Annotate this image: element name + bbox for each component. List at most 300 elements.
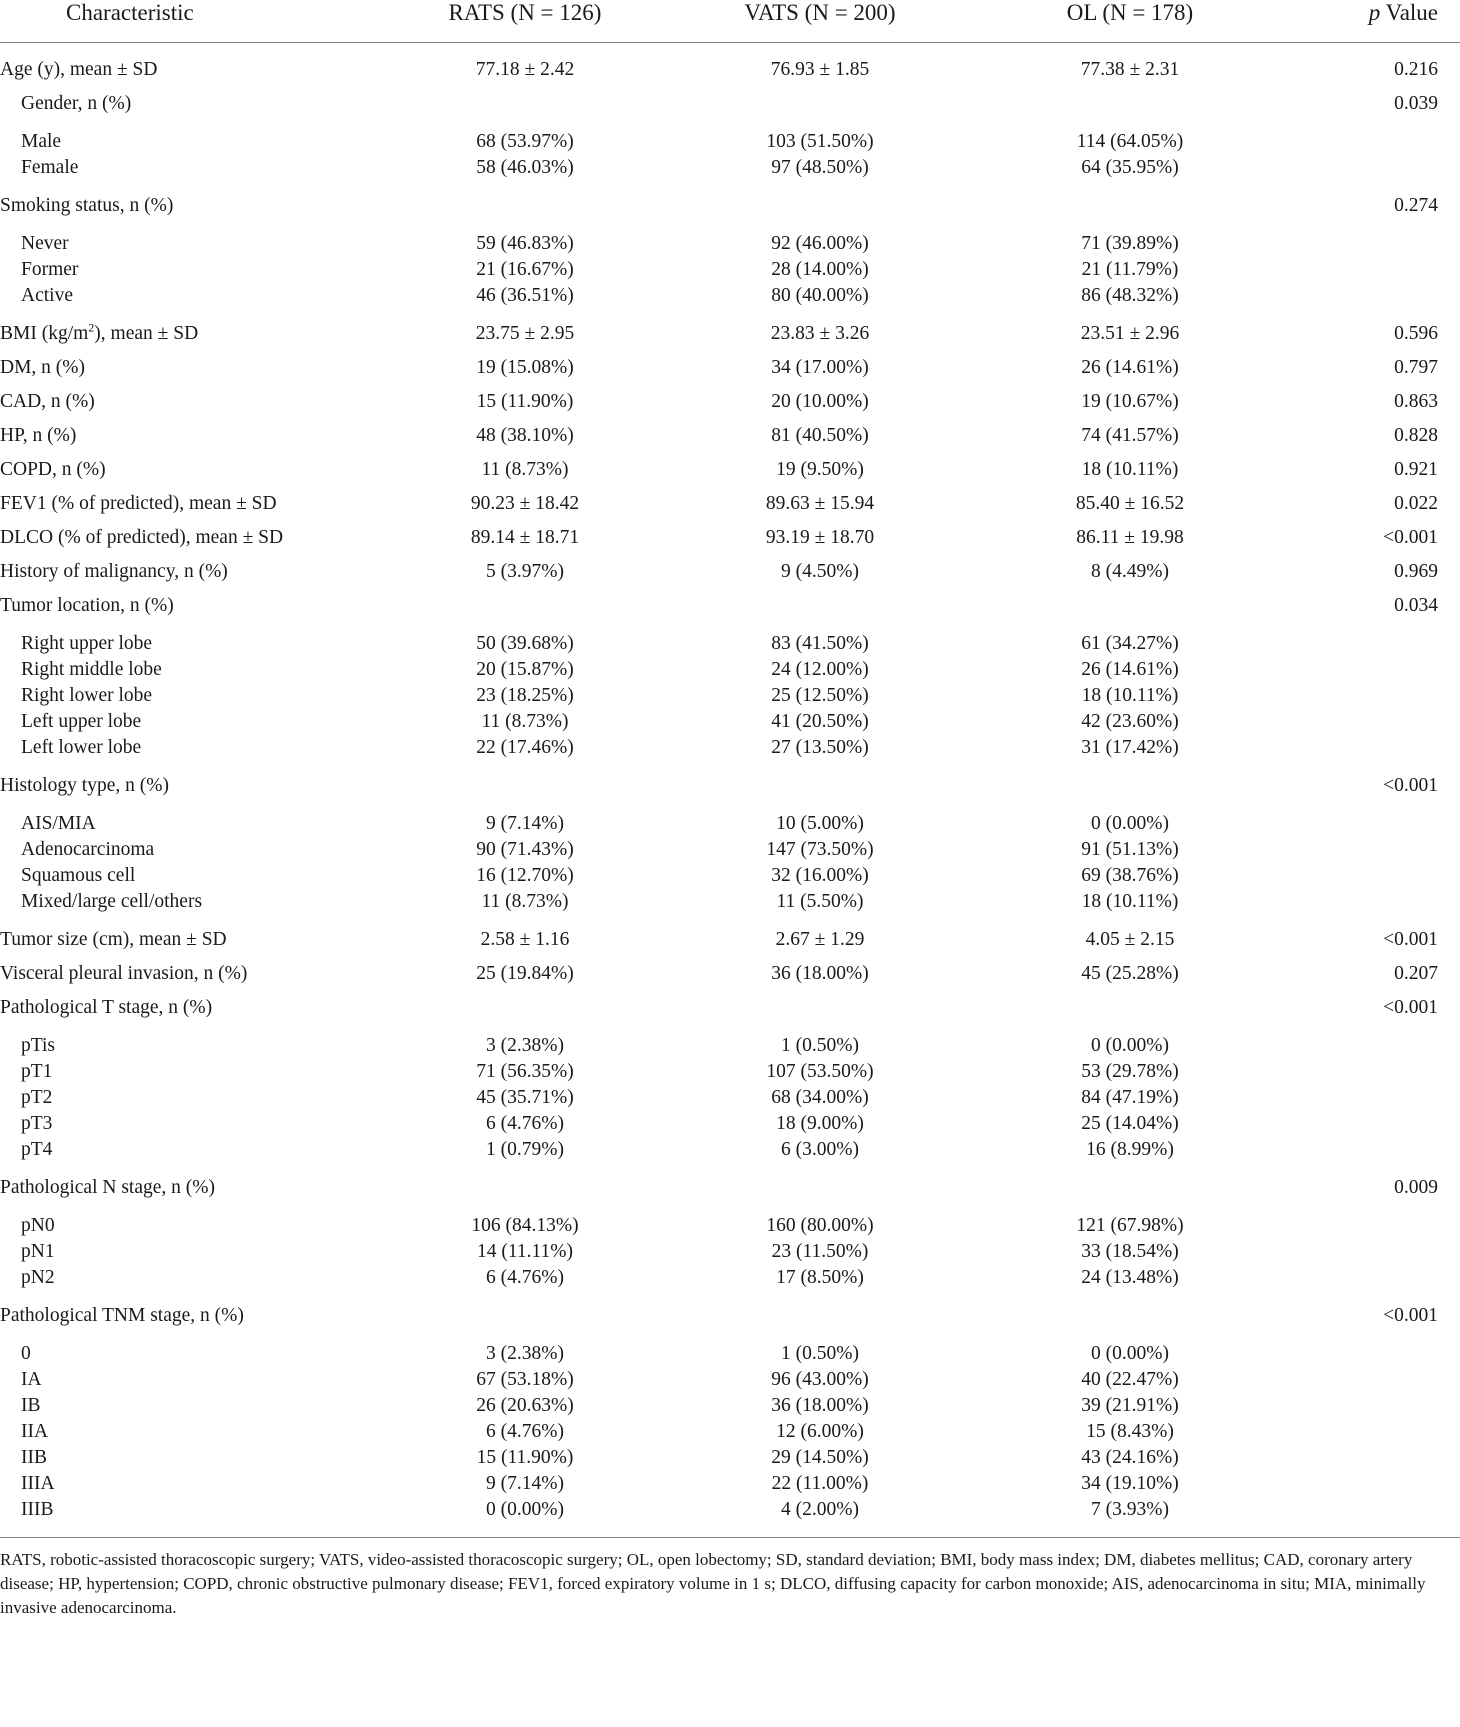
row-spacer: [0, 915, 1460, 923]
table-row: [0, 769, 1460, 803]
row-label: History of malignancy, n (%): [0, 561, 228, 582]
cell-ol: 91 (51.13%): [1081, 839, 1179, 860]
cell-ol: 0 (0.00%): [1091, 813, 1169, 834]
cell-p-value: 0.009: [1394, 1177, 1438, 1198]
table-row: [0, 453, 1460, 487]
cell-rats: 22 (17.46%): [476, 737, 574, 758]
cell-rats: 19 (15.08%): [476, 357, 574, 378]
cell-vats: [660, 589, 980, 623]
cell-p-value: [1280, 1341, 1460, 1367]
cell-p-value: <0.001: [1383, 775, 1438, 796]
table-row: [0, 1367, 1460, 1393]
cell-ol: 61 (34.27%): [1081, 633, 1179, 654]
cell-vats: 10 (5.00%): [776, 813, 864, 834]
cell-p-value: [1280, 1393, 1460, 1419]
table-row: [0, 683, 1460, 709]
cell-ol: 74 (41.57%): [1081, 425, 1179, 446]
cell-ol: 21 (11.79%): [1081, 259, 1179, 280]
cell-vats: 83 (41.50%): [771, 633, 869, 654]
cell-p-value: <0.001: [1383, 527, 1438, 548]
cell-ol: 42 (23.60%): [1081, 711, 1179, 732]
cell-ol: 8 (4.49%): [1091, 561, 1169, 582]
table-row: [0, 589, 1460, 623]
table-row: [0, 231, 1460, 257]
cell-p-value: [1280, 657, 1460, 683]
cell-vats: 27 (13.50%): [771, 737, 869, 758]
cell-p-value: 0.207: [1394, 963, 1438, 984]
cell-vats: 9 (4.50%): [781, 561, 859, 582]
cell-rats: 58 (46.03%): [476, 157, 574, 178]
cell-p-value: 0.828: [1394, 425, 1438, 446]
cell-vats: 1 (0.50%): [781, 1035, 859, 1056]
table-row: [0, 889, 1460, 915]
row-label: Right upper lobe: [21, 633, 153, 654]
row-spacer: [0, 623, 1460, 631]
cell-vats: 12 (6.00%): [776, 1421, 864, 1442]
cell-vats: [660, 1171, 980, 1205]
cell-rats: 6 (4.76%): [486, 1113, 564, 1134]
table-row: [0, 257, 1460, 283]
row-label: Pathological N stage, n (%): [0, 1177, 215, 1198]
row-spacer: [0, 1205, 1460, 1213]
row-label: Pathological T stage, n (%): [0, 997, 213, 1018]
row-label: IB: [21, 1395, 41, 1416]
cell-vats: 80 (40.00%): [771, 285, 869, 306]
table-row: [0, 555, 1460, 589]
row-label: IIIA: [21, 1473, 55, 1494]
cell-rats: 25 (19.84%): [476, 963, 574, 984]
cell-p-value: [1280, 1137, 1460, 1163]
table-row: [0, 1033, 1460, 1059]
cell-ol: 4.05 ± 2.15: [1085, 929, 1175, 950]
row-label: Left lower lobe: [21, 737, 142, 758]
table-body: [0, 43, 1460, 1524]
cell-rats: 50 (39.68%): [476, 633, 574, 654]
cell-ol: 53 (29.78%): [1081, 1061, 1179, 1082]
cell-vats: 6 (3.00%): [781, 1139, 859, 1160]
row-label: pN1: [21, 1241, 55, 1262]
cell-rats: 26 (20.63%): [476, 1395, 574, 1416]
table-row: [0, 1299, 1460, 1333]
row-label: Male: [21, 131, 62, 152]
table-row: [0, 1085, 1460, 1111]
row-label: BMI $(kg/m^2)$, mean ± SD: [0, 320, 199, 344]
cell-vats: 32 (16.00%): [771, 865, 869, 886]
row-label: pN2: [21, 1267, 55, 1288]
table-row: [0, 1445, 1460, 1471]
cell-vats: 1 (0.50%): [781, 1343, 859, 1364]
header-rats: RATS (N = 126): [390, 0, 660, 43]
cell-ol: 84 (47.19%): [1081, 1087, 1179, 1108]
row-label: Gender, n (%): [21, 93, 132, 114]
table-row: [0, 1341, 1460, 1367]
header-p-value: [1280, 0, 1460, 43]
row-spacer: [0, 223, 1460, 231]
cell-rats: 20 (15.87%): [476, 659, 574, 680]
cell-vats: 92 (46.00%): [771, 233, 869, 254]
row-label: Female: [21, 157, 79, 178]
table-row: [0, 487, 1460, 521]
cell-p-value: [1280, 1497, 1460, 1523]
cell-ol: 18 (10.11%): [1081, 459, 1179, 480]
table-row: [0, 709, 1460, 735]
row-label: Squamous cell: [21, 865, 136, 886]
row-label: Tumor location, n (%): [0, 595, 174, 616]
row-label: DM, n (%): [0, 357, 86, 378]
cell-rats: 71 (56.35%): [476, 1061, 574, 1082]
cell-vats: 20 (10.00%): [771, 391, 869, 412]
row-label: Left upper lobe: [21, 711, 142, 732]
cell-ol: 26 (14.61%): [1081, 357, 1179, 378]
cell-p-value: [1280, 283, 1460, 309]
row-label: Histology type, n (%): [0, 775, 169, 796]
row-label: Adenocarcinoma: [21, 839, 155, 860]
cell-rats: 2.58 ± 1.16: [480, 929, 570, 950]
table-row: [0, 385, 1460, 419]
table-row: [0, 1471, 1460, 1497]
cell-p-value: 0.034: [1394, 595, 1438, 616]
header-p-rest: Value: [1380, 0, 1438, 25]
cell-vats: 25 (12.50%): [771, 685, 869, 706]
cell-rats: [390, 87, 660, 121]
row-label: FEV1 (% of predicted), mean ± SD: [0, 493, 277, 514]
cell-ol: 24 (13.48%): [1081, 1267, 1179, 1288]
row-label: pT4: [21, 1139, 53, 1160]
cell-ol: 69 (38.76%): [1081, 865, 1179, 886]
cell-rats: 46 (36.51%): [476, 285, 574, 306]
cell-rats: 23.75 ± 2.95: [475, 323, 575, 344]
cell-rats: [390, 1299, 660, 1333]
cell-p-value: [1280, 1059, 1460, 1085]
cell-vats: [660, 1299, 980, 1333]
cell-ol: 15 (8.43%): [1086, 1421, 1174, 1442]
cell-ol: [980, 1171, 1280, 1205]
cell-ol: 16 (8.99%): [1086, 1139, 1174, 1160]
cell-p-value: [1280, 1213, 1460, 1239]
cell-p-value: [1280, 863, 1460, 889]
row-label: AIS/MIA: [21, 813, 96, 834]
cell-p-value: [1280, 811, 1460, 837]
cell-ol: 40 (22.47%): [1081, 1369, 1179, 1390]
row-label: IIA: [21, 1421, 49, 1442]
cell-rats: 15 (11.90%): [476, 391, 574, 412]
row-label: COPD, n (%): [0, 459, 106, 480]
row-label: Active: [21, 285, 73, 306]
cell-vats: [660, 189, 980, 223]
cell-rats: 21 (16.67%): [476, 259, 574, 280]
row-label: Right lower lobe: [21, 685, 153, 706]
cell-rats: 11 (8.73%): [481, 891, 569, 912]
cell-p-value: 0.274: [1394, 195, 1438, 216]
cell-p-value: [1280, 735, 1460, 761]
cell-vats: 29 (14.50%): [771, 1447, 869, 1468]
cell-vats: 76.93 ± 1.85: [770, 59, 870, 80]
table-row: [0, 1393, 1460, 1419]
table-row: [0, 1171, 1460, 1205]
table-row: [0, 991, 1460, 1025]
cell-vats: 41 (20.50%): [771, 711, 869, 732]
cell-vats: 24 (12.00%): [771, 659, 869, 680]
cell-p-value: [1280, 231, 1460, 257]
cell-rats: 48 (38.10%): [476, 425, 574, 446]
cell-ol: 18 (10.11%): [1081, 685, 1179, 706]
row-label: Mixed/large cell/others: [21, 891, 203, 912]
cell-ol: 34 (19.10%): [1081, 1473, 1179, 1494]
row-spacer: [0, 1291, 1460, 1299]
cell-rats: 3 (2.38%): [486, 1343, 564, 1364]
cell-vats: [660, 87, 980, 121]
cell-rats: 6 (4.76%): [486, 1267, 564, 1288]
cell-vats: 93.19 ± 18.70: [765, 527, 875, 548]
cell-ol: [980, 769, 1280, 803]
header-p-italic: p: [1368, 0, 1381, 25]
row-label: pT1: [21, 1061, 53, 1082]
row-spacer: [0, 121, 1460, 129]
table-row: [0, 1137, 1460, 1163]
cell-p-value: [1280, 631, 1460, 657]
cell-ol: 0 (0.00%): [1091, 1343, 1169, 1364]
cell-rats: [390, 1171, 660, 1205]
table-row: [0, 419, 1460, 453]
cell-vats: 96 (43.00%): [771, 1369, 869, 1390]
row-spacer: [0, 803, 1460, 811]
cell-ol: 71 (39.89%): [1081, 233, 1179, 254]
cell-ol: 64 (35.95%): [1081, 157, 1179, 178]
cell-p-value: <0.001: [1383, 929, 1438, 950]
cell-rats: 77.18 ± 2.42: [475, 59, 575, 80]
cell-p-value: [1280, 683, 1460, 709]
table-row: [0, 735, 1460, 761]
table-row: [0, 53, 1460, 87]
cell-p-value: 0.039: [1394, 93, 1438, 114]
header-vats: VATS (N = 200): [660, 0, 980, 43]
cell-p-value: [1280, 257, 1460, 283]
cell-p-value: 0.216: [1394, 59, 1438, 80]
header-ol: OL (N = 178): [980, 0, 1280, 43]
row-label: pT2: [21, 1087, 53, 1108]
cell-rats: 59 (46.83%): [476, 233, 574, 254]
cell-p-value: [1280, 1111, 1460, 1137]
table-row: [0, 811, 1460, 837]
row-label: Tumor size (cm), mean ± SD: [0, 929, 227, 950]
cell-rats: 90 (71.43%): [476, 839, 574, 860]
row-label: Pathological TNM stage, n (%): [0, 1305, 244, 1326]
cell-ol: 43 (24.16%): [1081, 1447, 1179, 1468]
cell-p-value: 0.921: [1394, 459, 1438, 480]
cell-rats: 0 (0.00%): [486, 1499, 564, 1520]
cell-vats: [660, 769, 980, 803]
cell-ol: 31 (17.42%): [1081, 737, 1179, 758]
row-label: HP, n (%): [0, 425, 77, 446]
row-label: Visceral pleural invasion, n (%): [0, 963, 248, 984]
cell-rats: 1 (0.79%): [486, 1139, 564, 1160]
cell-p-value: [1280, 1367, 1460, 1393]
cell-ol: 25 (14.04%): [1081, 1113, 1179, 1134]
row-label: Age (y), mean ± SD: [0, 59, 158, 80]
table-row: [0, 317, 1460, 351]
cell-ol: [980, 87, 1280, 121]
table-row: [0, 189, 1460, 223]
table-row: [0, 1213, 1460, 1239]
cell-vats: 160 (80.00%): [766, 1215, 874, 1236]
cell-rats: 11 (8.73%): [481, 711, 569, 732]
cell-vats: [660, 991, 980, 1025]
cell-p-value: <0.001: [1383, 1305, 1438, 1326]
row-label: DLCO (% of predicted), mean ± SD: [0, 527, 284, 548]
table-row: [0, 351, 1460, 385]
cell-rats: 15 (11.90%): [476, 1447, 574, 1468]
table-row: [0, 837, 1460, 863]
cell-ol: [980, 991, 1280, 1025]
table-row: [0, 155, 1460, 181]
cell-vats: 34 (17.00%): [771, 357, 869, 378]
table-row: [0, 283, 1460, 309]
cell-p-value: 0.863: [1394, 391, 1438, 412]
row-spacer: [0, 309, 1460, 317]
cell-ol: 77.38 ± 2.31: [1080, 59, 1180, 80]
cell-p-value: [1280, 129, 1460, 155]
table-row: [0, 87, 1460, 121]
table-row: [0, 657, 1460, 683]
cell-p-value: 0.797: [1394, 357, 1438, 378]
cell-rats: [390, 991, 660, 1025]
cell-vats: 147 (73.50%): [766, 839, 874, 860]
row-spacer: [0, 761, 1460, 769]
cell-vats: 19 (9.50%): [776, 459, 864, 480]
cell-vats: 81 (40.50%): [771, 425, 869, 446]
cell-p-value: [1280, 837, 1460, 863]
cell-p-value: [1280, 1445, 1460, 1471]
cell-ol: 18 (10.11%): [1081, 891, 1179, 912]
cell-ol: 85.40 ± 16.52: [1075, 493, 1185, 514]
header-characteristic: Characteristic: [0, 0, 390, 43]
cell-rats: 6 (4.76%): [486, 1421, 564, 1442]
row-spacer: [0, 181, 1460, 189]
cell-rats: 16 (12.70%): [476, 865, 574, 886]
row-label: Smoking status, n (%): [0, 195, 174, 216]
cell-p-value: 0.596: [1394, 323, 1438, 344]
cell-ol: 39 (21.91%): [1081, 1395, 1179, 1416]
cell-rats: 45 (35.71%): [476, 1087, 574, 1108]
cell-ol: [980, 1299, 1280, 1333]
table-row: [0, 1111, 1460, 1137]
table-header: [0, 0, 1460, 43]
cell-vats: 4 (2.00%): [781, 1499, 859, 1520]
row-spacer: [0, 1333, 1460, 1341]
row-label: IIIB: [21, 1499, 54, 1520]
cell-ol: 86 (48.32%): [1081, 285, 1179, 306]
cell-vats: 36 (18.00%): [771, 963, 869, 984]
cell-rats: 67 (53.18%): [476, 1369, 574, 1390]
cell-rats: [390, 769, 660, 803]
cell-ol: 19 (10.67%): [1081, 391, 1179, 412]
row-label: pTis: [21, 1035, 55, 1056]
cell-rats: 90.23 ± 18.42: [470, 493, 580, 514]
cell-vats: 107 (53.50%): [766, 1061, 874, 1082]
table-footnote: RATS, robotic-assisted thoracoscopic surgery; VATS, video-assisted thoracoscopic surgery; OL, open lobectomy; SD, standard deviation; BMI, body mass index; DM, diabetes mellitus; CAD, coronary artery disease; HP, hypertension; COPD, chronic obstructive pulmonary disease; FEV1, forced expiratory volume in 1 s; DLCO, diffusing capacity for carbon monoxide; AIS, adenocarcinoma in situ; MIA, minimally invasive adenocarcinoma.: [0, 1537, 1460, 1620]
table-row: [0, 1239, 1460, 1265]
cell-vats: 22 (11.00%): [771, 1473, 869, 1494]
cell-p-value: [1280, 889, 1460, 915]
table-row: [0, 923, 1460, 957]
row-label: Former: [21, 259, 79, 280]
cell-rats: 5 (3.97%): [486, 561, 564, 582]
cell-vats: 11 (5.50%): [776, 891, 864, 912]
row-label: CAD, n (%): [0, 391, 95, 412]
cell-p-value: [1280, 1419, 1460, 1445]
cell-vats: 103 (51.50%): [766, 131, 874, 152]
cell-rats: [390, 189, 660, 223]
row-label: Right middle lobe: [21, 659, 162, 680]
row-spacer: [0, 1025, 1460, 1033]
cell-vats: 18 (9.00%): [776, 1113, 864, 1134]
cell-rats: 9 (7.14%): [486, 813, 564, 834]
cell-ol: [980, 589, 1280, 623]
row-spacer: [0, 1163, 1460, 1171]
table-row: [0, 1059, 1460, 1085]
row-label: Never: [21, 233, 69, 254]
cell-ol: [980, 189, 1280, 223]
cell-vats: 23.83 ± 3.26: [770, 323, 870, 344]
cell-p-value: <0.001: [1383, 997, 1438, 1018]
table-row: [0, 521, 1460, 555]
cell-p-value: [1280, 155, 1460, 181]
cell-ol: 121 (67.98%): [1076, 1215, 1184, 1236]
cell-vats: 17 (8.50%): [776, 1267, 864, 1288]
table-row: [0, 129, 1460, 155]
cell-vats: 89.63 ± 15.94: [765, 493, 875, 514]
table-row: [0, 957, 1460, 991]
cell-p-value: 0.022: [1394, 493, 1438, 514]
cell-rats: 14 (11.11%): [476, 1241, 574, 1262]
cell-rats: 23 (18.25%): [476, 685, 574, 706]
cell-ol: 45 (25.28%): [1081, 963, 1179, 984]
cell-p-value: [1280, 1471, 1460, 1497]
table-row: [0, 1265, 1460, 1291]
cell-p-value: [1280, 709, 1460, 735]
cell-ol: 114 (64.05%): [1076, 131, 1184, 152]
cell-ol: 86.11 ± 19.98: [1076, 527, 1184, 548]
row-label: IIB: [21, 1447, 47, 1468]
cell-rats: 9 (7.14%): [486, 1473, 564, 1494]
cell-ol: 0 (0.00%): [1091, 1035, 1169, 1056]
cell-vats: 28 (14.00%): [771, 259, 869, 280]
cell-p-value: 0.969: [1394, 561, 1438, 582]
cell-p-value: [1280, 1265, 1460, 1291]
table-row: [0, 1419, 1460, 1445]
cell-ol: 33 (18.54%): [1081, 1241, 1179, 1262]
table-row: [0, 1497, 1460, 1523]
cell-vats: 97 (48.50%): [771, 157, 869, 178]
cell-vats: 2.67 ± 1.29: [775, 929, 865, 950]
top-spacer: [0, 43, 1460, 54]
cell-vats: 23 (11.50%): [771, 1241, 869, 1262]
row-label: pN0: [21, 1215, 55, 1236]
row-label: pT3: [21, 1113, 53, 1134]
cell-vats: 68 (34.00%): [771, 1087, 869, 1108]
cell-vats: 36 (18.00%): [771, 1395, 869, 1416]
cell-rats: 89.14 ± 18.71: [470, 527, 580, 548]
cell-rats: 68 (53.97%): [476, 131, 574, 152]
cell-rats: 3 (2.38%): [486, 1035, 564, 1056]
cell-ol: 26 (14.61%): [1081, 659, 1179, 680]
cell-p-value: [1280, 1085, 1460, 1111]
cell-rats: 11 (8.73%): [481, 459, 569, 480]
row-label: IA: [21, 1369, 42, 1390]
cell-ol: 7 (3.93%): [1091, 1499, 1169, 1520]
cell-p-value: [1280, 1033, 1460, 1059]
table-row: [0, 863, 1460, 889]
